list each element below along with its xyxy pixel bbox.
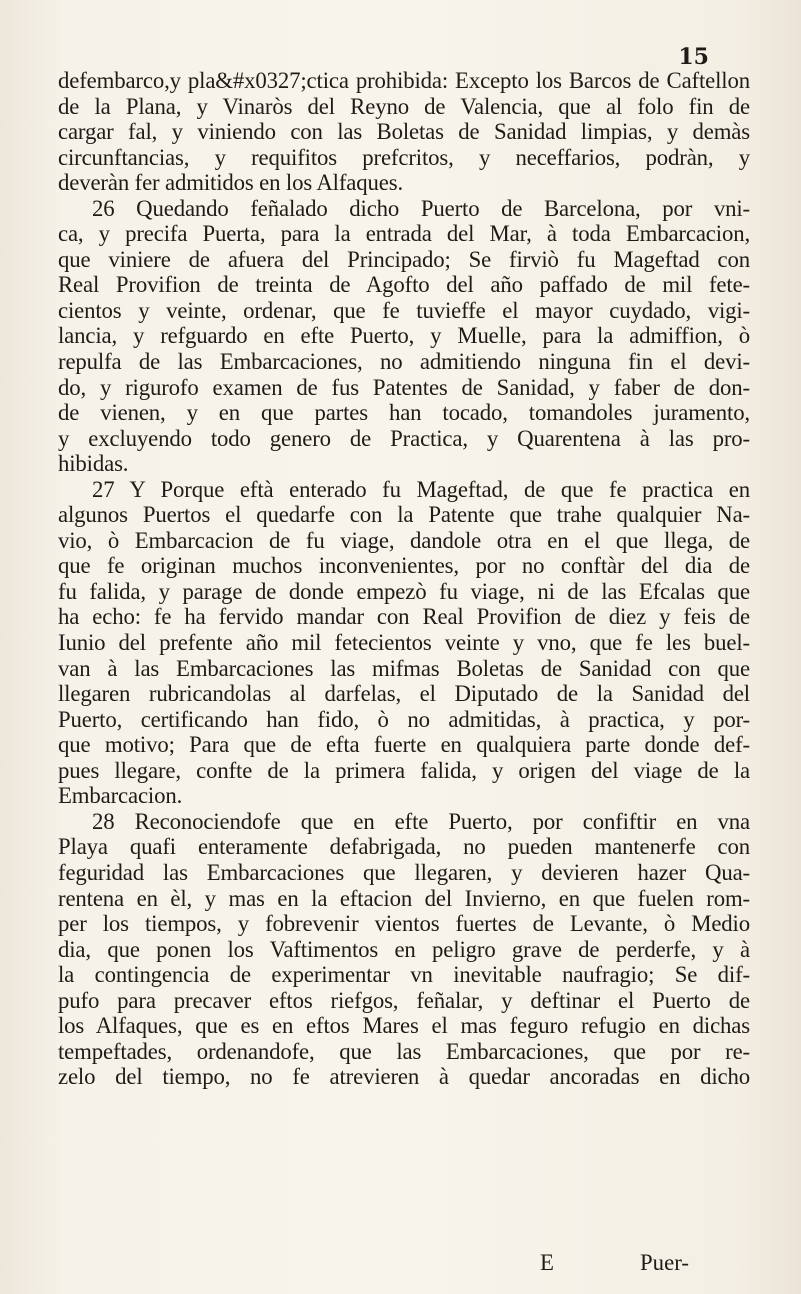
text-line: cientos y veinte, ordenar, que fe tuvieffe el mayor cuydado, vigi- — [58, 297, 750, 323]
text-line: van à las Embarcaciones las mifmas Boletas de Sanidad con que — [58, 655, 750, 681]
text-line: 28 Reconociendofe que en efte Puerto, por confiftir en vna — [92, 808, 750, 834]
text-line: los Alfaques, que es en eftos Mares el mas feguro refugio en dichas — [58, 1013, 750, 1039]
text-line: feguridad las Embarcaciones que llegaren, y devieren hazer Qua- — [58, 859, 750, 885]
text-line: Iunio del prefente año mil fetecientos veinte y vno, que fe les buel- — [58, 630, 750, 656]
text-line: vio, ò Embarcacion de fu viage, dandole otra en el que llega, de — [58, 527, 750, 553]
text-line: Puerto, certificando han fido, ò no admitidas, à practica, y por- — [58, 706, 750, 732]
text-line: Playa quafi enteramente defabrigada, no pueden mantenerfe con — [58, 834, 750, 860]
text-line: per los tiempos, y fobrevenir vientos fuertes de Levante, ò Medio — [58, 911, 750, 937]
text-line: zelo del tiempo, no fe atrevieren à quedar ancoradas en dicho — [58, 1064, 750, 1090]
text-line: 27 Y Porque eftà enterado fu Mageftad, de que fe practica en — [92, 476, 750, 502]
text-line: dia, que ponen los Vaftimentos en peligro grave de perderfe, y à — [58, 936, 750, 962]
text-line: hibidas. — [58, 451, 129, 477]
text-line: tempeftades, ordenandofe, que las Embarcaciones, que por re- — [58, 1038, 750, 1064]
text-line: cargar fal, y viniendo con las Boletas de Sanidad limpias, y demàs — [58, 119, 750, 145]
text-line: do, y rigurofo examen de fus Patentes de Sanidad, y faber de don- — [58, 374, 750, 400]
text-line: que viniere de afuera del Principado; Se firviò fu Mageftad con — [58, 246, 750, 272]
text-line: circunftancias, y requifitos prefcritos, y neceffarios, podràn, y — [58, 144, 750, 170]
text-line: ha echo: fe ha fervido mandar con Real Provifion de diez y feis de — [58, 604, 750, 630]
page-footer — [0, 1250, 801, 1280]
text-line: de vienen, y en que partes han tocado, tomandoles juramento, — [58, 400, 750, 426]
text-line: deveràn fer admitidos en los Alfaques. — [58, 170, 404, 196]
text-line: fu falida, y parage de donde empezò fu viage, ni de las Efcalas que — [58, 578, 750, 604]
text-line: llegaren rubricandolas al darfelas, el Diputado de la Sanidad del — [58, 681, 750, 707]
text-line: 26 Quedando feñalado dicho Puerto de Barcelona, por vni- — [92, 195, 750, 221]
text-line: de la Plana, y Vinaròs del Reyno de Valencia, que al folo fin de — [58, 93, 750, 119]
text-line: ca, y precifa Puerta, para la entrada del Mar, à toda Embarcacion, — [58, 221, 750, 247]
text-line: que fe originan muchos inconvenientes, por no conftàr del dia de — [58, 553, 750, 579]
text-line: Embarcacion. — [58, 783, 183, 809]
text-line: algunos Puertos el quedarfe con la Patente que trahe qualquier Na- — [58, 502, 750, 528]
body-text — [58, 68, 750, 1090]
text-line: rentena en èl, y mas en la eftacion del Invierno, en que fuelen rom- — [58, 885, 750, 911]
text-line: pues llegare, confte de la primera falida, y origen del viage de la — [58, 757, 750, 783]
text-line: pufo para precaver eftos riefgos, feñalar, y deftinar el Puerto de — [58, 987, 750, 1013]
text-line: que motivo; Para que de efta fuerte en qualquiera parte donde def- — [58, 732, 750, 758]
text-line: defembarco,y pla&#x0327;ctica prohibida: Excepto los Barcos de Caftellon — [58, 68, 750, 93]
page-number: 15 — [678, 44, 709, 70]
text-line: y excluyendo todo genero de Practica, y Quarentena à las pro- — [58, 425, 750, 451]
catchword: Puer- — [640, 1250, 689, 1275]
text-line: lancia, y refguardo en efte Puerto, y Muelle, para la admiffion, ò — [58, 323, 750, 349]
text-line: repulfa de las Embarcaciones, no admitiendo ninguna fin el devi- — [58, 349, 750, 375]
text-line: Real Provifion de treinta de Agofto del año paffado de mil fete- — [58, 272, 750, 298]
text-line: la contingencia de experimentar vn inevitable naufragio; Se dif- — [58, 962, 750, 988]
signature-mark: E — [540, 1250, 554, 1275]
